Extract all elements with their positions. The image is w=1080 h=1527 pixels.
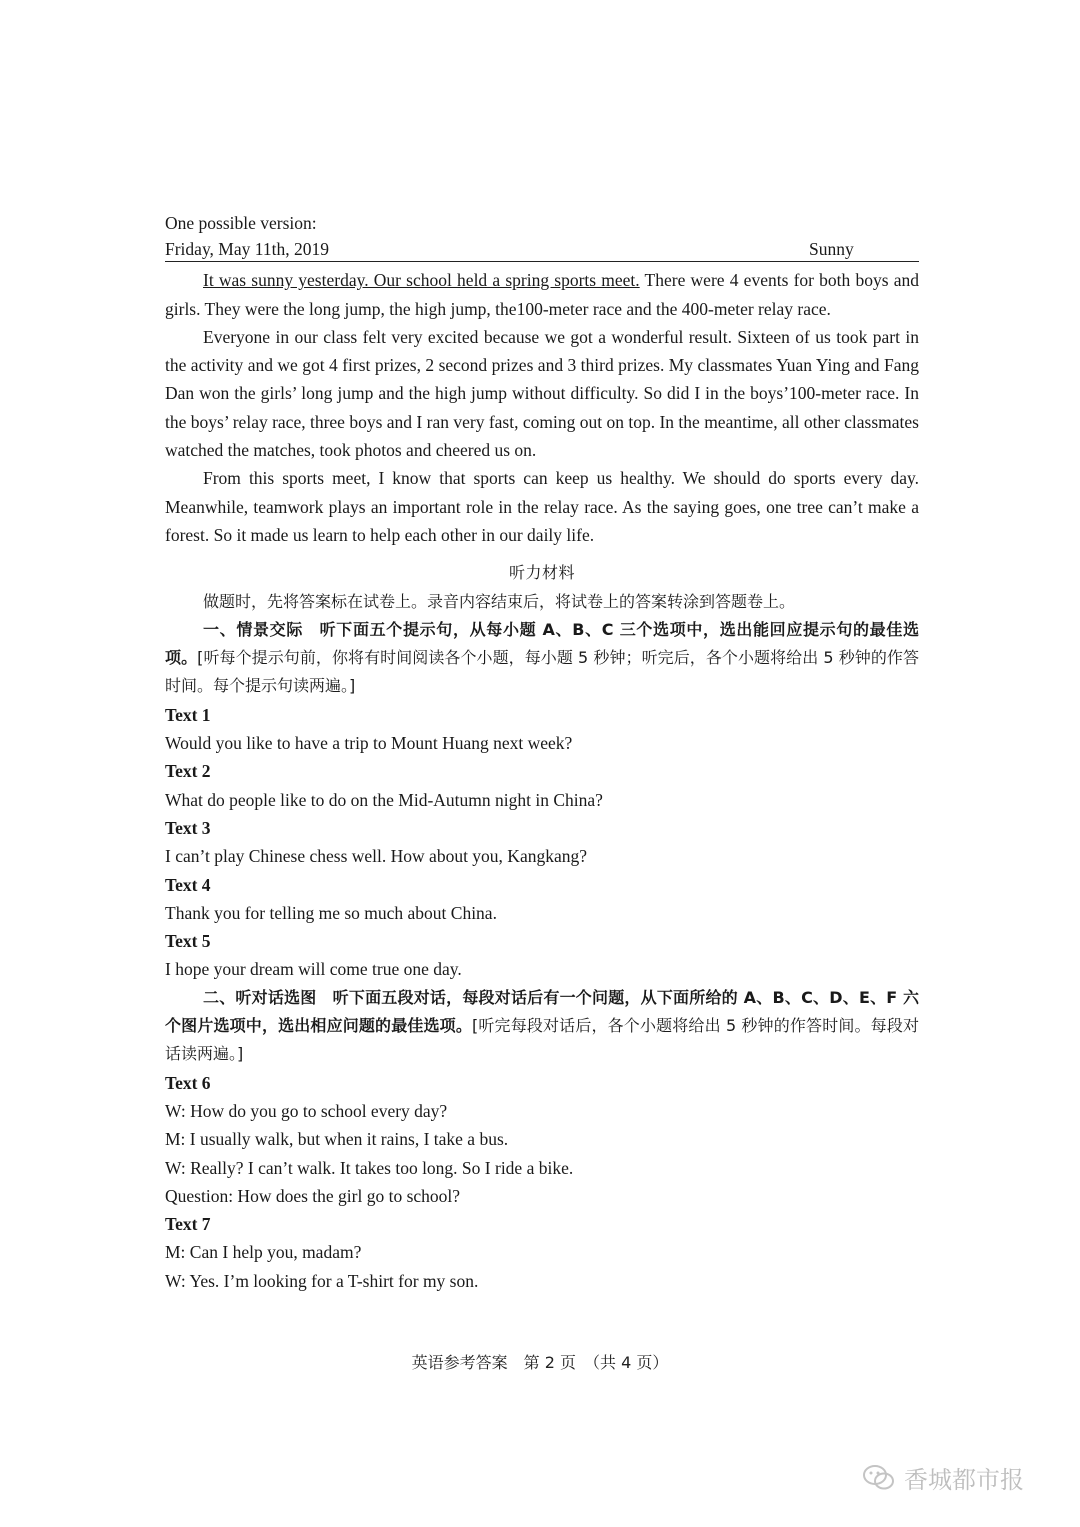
text-block <box>165 871 919 928</box>
dialogue-line: M: Can I help you, madam? <box>165 1242 362 1263</box>
text-block <box>165 1210 919 1295</box>
dialogue-line: M: I usually walk, but when it rains, I take a bus. <box>165 1129 509 1150</box>
section-2-note: [听完每段对话后，各个小题将给出 5 秒钟的作答时间。每段对话读两遍。] <box>165 1016 919 1064</box>
text-label: Text 5 <box>165 931 211 952</box>
text-label: Text 3 <box>165 817 211 838</box>
dialogue-line: W: Yes. I’m looking for a T-shirt for my son. <box>165 1270 479 1291</box>
text-line: What do people like to do on the Mid-Autumn night in China? <box>165 789 603 810</box>
answer-page <box>165 209 919 1295</box>
text-block <box>165 927 919 984</box>
text-line: I hope your dream will come true one day. <box>165 959 462 980</box>
text-block <box>165 701 919 758</box>
text-block <box>165 757 919 814</box>
text-line: I can’t play Chinese chess well. How about you, Kangkang? <box>165 846 587 867</box>
page-footer: 英语参考答案 第 2 页 （共 4 页） <box>411 1353 669 1372</box>
dialogue-line: Question: How does the girl go to school? <box>165 1185 461 1206</box>
diary-weather: Sunny <box>809 239 854 260</box>
wechat-icon <box>862 1463 896 1493</box>
essay-paragraph-3: From this sports meet, I know that sports can keep us healthy. We should do sports every day. Meanwhile, teamwork plays an important role in the relay race. As the saying goes, one tree can’t make a forest. So it made us learn to help each other in our daily life. <box>165 468 919 545</box>
section-1-note: [听每个提示句前，你将有时间阅读各个小题，每小题 5 秒钟；听完后，各个小题将给出 5 秒钟的作答时间。每个提示句读两遍。] <box>165 648 919 696</box>
text-block <box>165 814 919 871</box>
watermark-text: 香城都市报 <box>904 1466 1024 1494</box>
section-1-heading <box>165 616 919 701</box>
text-label: Text 2 <box>165 761 211 782</box>
text-line: Thank you for telling me so much about China. <box>165 902 497 923</box>
text-label: Text 1 <box>165 704 211 725</box>
dialogue-line: W: How do you go to school every day? <box>165 1100 448 1121</box>
text-label: Text 6 <box>165 1072 211 1093</box>
text-line: Would you like to have a trip to Mount Huang next week? <box>165 733 573 754</box>
watermark <box>862 1460 1024 1495</box>
underlined-sentence: It was sunny yesterday. Our school held a spring sports meet. <box>203 270 640 291</box>
listening-title: 听力材料 <box>508 563 575 583</box>
text-block <box>165 1069 919 1210</box>
text-label: Text 7 <box>165 1214 211 1235</box>
dialogue-line: W: Really? I can’t walk. It takes too long. So I ride a bike. <box>165 1157 574 1178</box>
section-2-texts <box>165 1069 919 1295</box>
diary-header <box>165 237 919 262</box>
section-2-bold: 二、听对话选图 听下面五段对话，每段对话后有一个问题，从下面所给的 A、B、C、D、E、F 六个图片选项中，选出相应问题的最佳选项。 <box>165 987 919 1036</box>
listening-instruction: 做题时，先将答案标在试卷上。录音内容结束后，将试卷上的答案转涂到答题卷上。 <box>203 591 796 611</box>
section-1-texts <box>165 701 919 984</box>
diary-date: Friday, May 11th, 2019 <box>165 239 329 260</box>
essay-paragraph-1 <box>165 266 919 323</box>
intro-line: One possible version: <box>165 213 317 233</box>
essay-paragraph-2: Everyone in our class felt very excited because we got a wonderful result. Sixteen of us took part in the activity and we got 4 first prizes, 2 second prizes and 3 third prizes. My classmates Yuan Ying and Fang Dan won the girls’ long jump and the high jump without difficulty. So did I in the boys’100-meter race. In the boys’ relay race, three boys and I ran very fast, coming out on top. In the meantime, all other classmates watched the matches, took photos and cheered us on. <box>165 326 919 461</box>
paragraph-1-rest: There were 4 events for both boys and girls. They were the long jump, the high jump, the100-meter race and the 400-meter relay race. <box>165 270 919 319</box>
section-2-heading <box>165 984 919 1069</box>
section-1-bold: 一、情景交际 听下面五个提示句，从每小题 A、B、C 三个选项中，选出能回应提示句的最佳选项。 <box>165 619 919 668</box>
text-label: Text 4 <box>165 874 211 895</box>
